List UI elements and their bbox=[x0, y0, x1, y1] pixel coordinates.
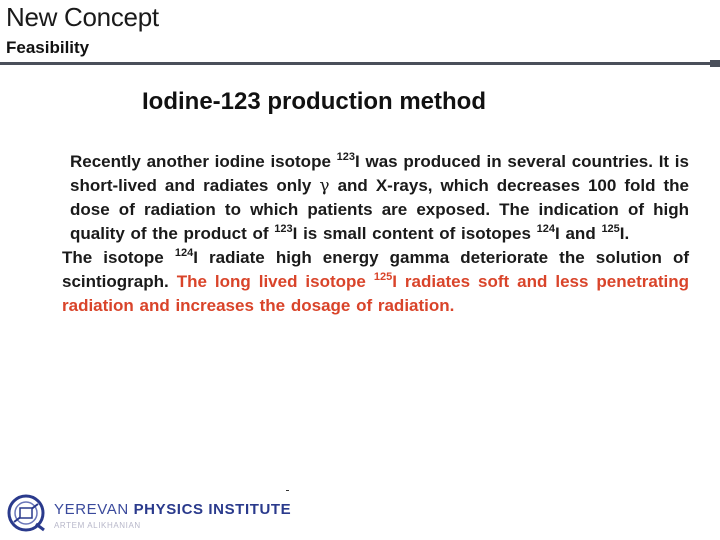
slide-title: New Concept bbox=[6, 2, 159, 32]
paragraph-1 bbox=[26, 150, 689, 246]
gamma-symbol: γ bbox=[319, 176, 330, 196]
text-run: I radiate high energy gamma deteriorate the solution of scintiograph. bbox=[62, 248, 689, 291]
mass-number: 125 bbox=[373, 271, 393, 283]
text-run: and X-rays, which decreases 100 fold the dose of radiation to which patients are exposed. The indication of high quality of the product of bbox=[70, 176, 690, 243]
institute-name-part-1: YEREVAN bbox=[54, 501, 129, 518]
header-divider-end bbox=[710, 60, 720, 67]
text-run: The isotope bbox=[62, 248, 175, 267]
mass-number: 124 bbox=[536, 223, 556, 235]
text-run: I. bbox=[619, 224, 630, 243]
text-run: I radiates soft and less penetrating radiation and increases the dosage of radiation. bbox=[62, 272, 689, 315]
paragraph-2 bbox=[26, 246, 689, 318]
institute-name bbox=[54, 501, 291, 518]
stray-mark bbox=[286, 490, 289, 491]
text-run: I was produced in several countries. It is short-lived and radiates only bbox=[70, 152, 689, 195]
institute-subtitle: ARTEM ALIKHANIAN bbox=[54, 521, 141, 530]
slide-subtitle: Feasibility bbox=[6, 38, 90, 57]
text-run: I and bbox=[555, 224, 602, 243]
body-text bbox=[26, 150, 689, 318]
institute-name-part-2: PHYSICS INSTITUTE bbox=[133, 501, 292, 518]
mass-number: 123 bbox=[336, 151, 356, 163]
mass-number: 123 bbox=[274, 223, 293, 235]
text-run: I is small content of isotopes bbox=[292, 224, 537, 243]
mass-number: 125 bbox=[601, 223, 620, 235]
section-heading: Iodine-123 production method bbox=[142, 88, 487, 115]
institute-emblem-icon bbox=[6, 494, 46, 532]
header-divider bbox=[0, 62, 720, 65]
text-run: The long lived isotope bbox=[176, 272, 374, 291]
text-run: Recently another iodine isotope bbox=[70, 152, 337, 171]
mass-number: 124 bbox=[174, 247, 194, 259]
institute-logo bbox=[4, 492, 294, 536]
